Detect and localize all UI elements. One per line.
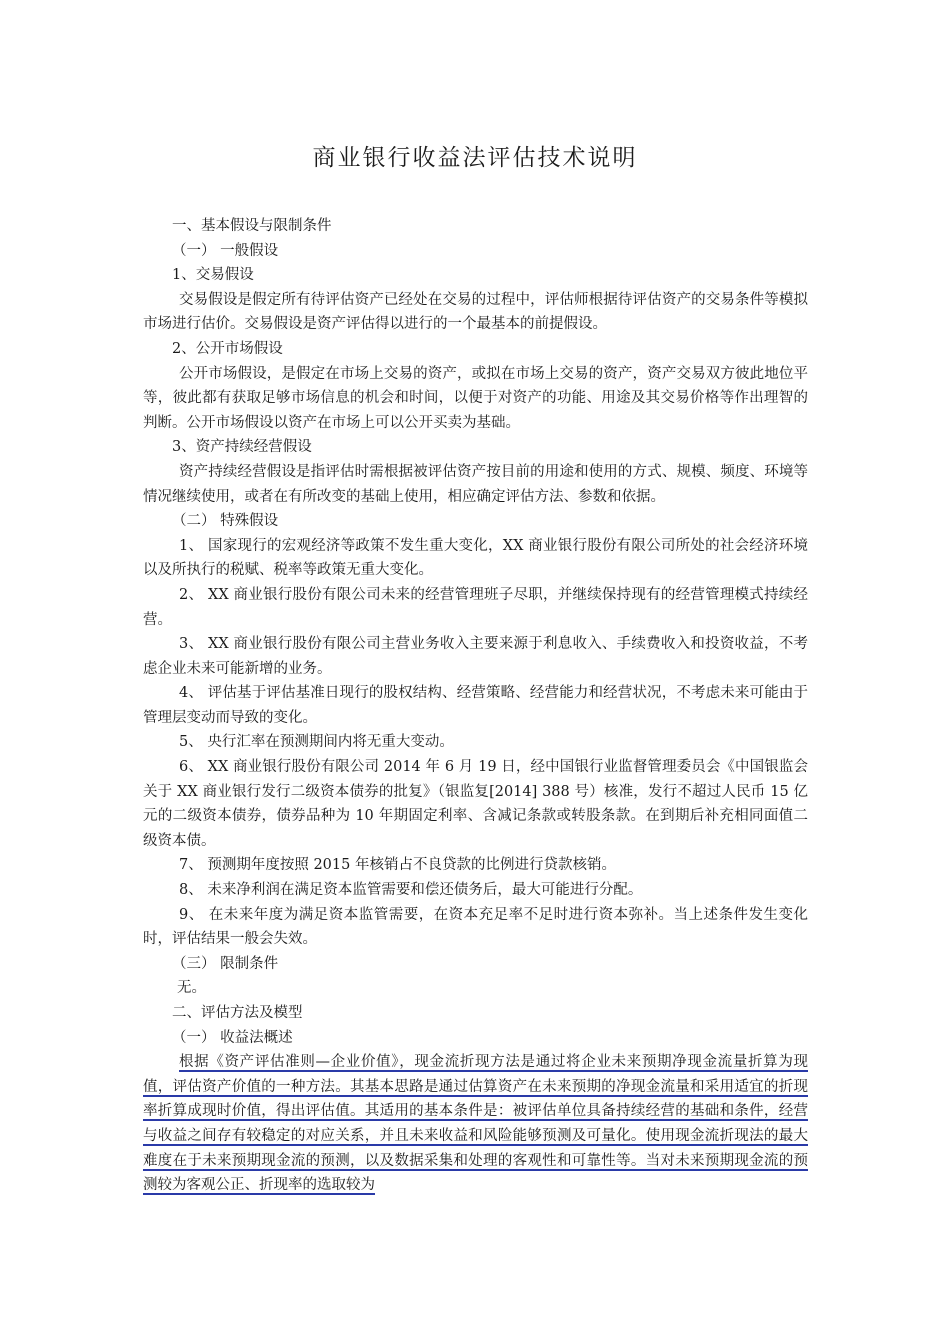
paragraph-s5: 5、 央行汇率在预测期间内将无重大变动。 [179,734,454,751]
document-body [143,214,808,1198]
paragraph-h1: 一、基本假设与限制条件 [172,218,332,234]
paragraph-p-none: 无。 [177,980,206,997]
paragraph-h1-2: （二） 特殊假设 [172,513,279,530]
paragraph-p-trade: 交易假设是假定所有待评估资产已经处在交易的过程中，评估师根据待评估资产的交易条件等模拟市场进行估价。交易假设是资产评估得以进行的一个最基本的前提假设。 [143,291,808,333]
paragraph-s1: 1、 国家现行的宏观经济等政策不发生重大变化，XX 商业银行股份有限公司所处的社会经济环境以及所执行的税赋、税率等政策无重大变化。 [143,537,808,579]
paragraph-p-income: 根据《资产评估准则—企业价值》，现金流折现方法是通过将企业未来预期净现金流量折算为现值，评估资产价值的一种方法。其基本思路是通过估算资产在未来预期的净现金流量和采用适宜的折现率折算成现时价值，得出评估值。其适用的基本条件是：被评估单位具备持续经营的基础和条件，经营与收益之间存有较稳定的对应关系，并且未来收益和风险能够预测及可量化。使用现金流折现法的最大难度在于未来预期现金流的预测，以及数据采集和处理的客观性和可靠性等。当对未来预期现金流的预测较为客观公正、折现率的选取较为 [143,1054,808,1194]
paragraph-s3: 3、 XX 商业银行股份有限公司主营业务收入主要来源于利息收入、手续费收入和投资收益，不考虑企业未来可能新增的业务。 [143,636,808,677]
paragraph-p-market: 公开市场假设，是假定在市场上交易的资产，或拟在市场上交易的资产，资产交易双方彼此地位平等，彼此都有获取足够市场信息的机会和时间，以便于对资产的功能、用途及其交易价格等作出理智的判断。公开市场假设以资产在市场上可以公开买卖为基础。 [143,365,808,431]
paragraph-h1-1: （一） 一般假设 [172,242,279,259]
paragraph-s7: 7、 预测期年度按照 2015 年核销占不良贷款的比例进行贷款核销。 [179,857,616,874]
paragraph-h1-1-3: 3、资产持续经营假设 [172,439,312,456]
paragraph-s2: 2、 XX 商业银行股份有限公司未来的经营管理班子尽职，并继续保持现有的经营管理模式持续经营。 [143,586,808,628]
document-title: 商业银行收益法评估技术说明 [312,145,638,171]
paragraph-s9: 9、 在未来年度为满足资本监管需要，在资本充足率不足时进行资本弥补。当上述条件发生变化时，评估结果一般会失效。 [143,906,808,948]
paragraph-s6: 6、 XX 商业银行股份有限公司 2014 年 6 月 19 日，经中国银行业监督管理委员会《中国银监会关于 XX 商业银行发行二级资本债券的批复》（银监复[2014] 388 号）核准，发行不超过人民币 15 亿元的二级资本债券，债券品种为 10 年期固定利率、含减记条款或转股条款。在到期后补充相同面值二级资本债。 [143,759,808,849]
paragraph-h2-1: （一） 收益法概述 [172,1029,293,1046]
paragraph-h1-1-2: 2、公开市场假设 [172,340,283,357]
paragraph-p-going: 资产持续经营假设是指评估时需根据被评估资产按目前的用途和使用的方式、规模、频度、环境等情况继续使用，或者在有所改变的基础上使用，相应确定评估方法、参数和依据。 [143,463,808,505]
paragraph-h1-1-1: 1、交易假设 [172,267,254,284]
paragraph-s8: 8、 未来净利润在满足资本监管需要和偿还债务后，最大可能进行分配。 [179,882,643,899]
paragraph-h2: 二、评估方法及模型 [172,1005,303,1021]
paragraph-s4: 4、 评估基于评估基准日现行的股权结构、经营策略、经营能力和经营状况，不考虑未来可能由于管理层变动而导致的变化。 [143,685,808,726]
paragraph-h1-3: （三） 限制条件 [172,955,279,972]
